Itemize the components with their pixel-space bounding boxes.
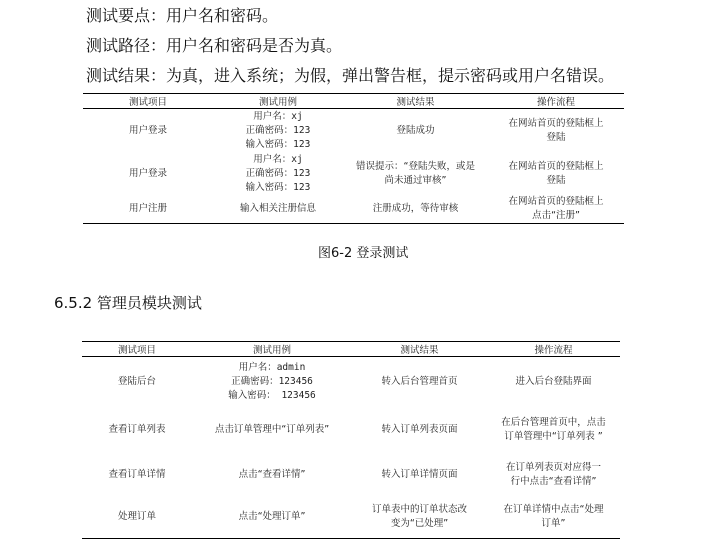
flow-line: 订单” (541, 518, 566, 530)
test-case-line: 点击订单管理中“订单列表” (214, 423, 330, 435)
login-test-table (83, 93, 624, 224)
test-result-line: 转入后台管理首页 (381, 375, 458, 387)
table-row (82, 497, 620, 539)
column-header: 测试用例 (252, 345, 291, 356)
test-case-line: 用户名：admin (238, 361, 306, 373)
table-caption: 图6-2 登录测试 (318, 246, 409, 261)
flow-line: 进入后台登陆界面 (515, 375, 592, 387)
test-item-cell: 查看订单列表 (108, 423, 166, 435)
table-row (82, 453, 620, 497)
test-result-line: 注册成功，等待审核 (372, 202, 459, 214)
test-result-line: 转入订单详情页面 (381, 468, 458, 480)
column-header: 测试项目 (128, 97, 167, 108)
test-point-line: 测试要点：用户名和密码。 (86, 6, 279, 25)
column-header: 测试结果 (400, 345, 439, 356)
test-result-line: 转入订单列表页面 (381, 423, 458, 435)
table-row (83, 195, 624, 224)
test-result-cell (343, 153, 488, 195)
test-case-line: 输入相关注册信息 (239, 202, 316, 214)
flow-cell (487, 497, 620, 539)
test-case-cell (192, 407, 352, 453)
test-item-cell: 用户注册 (128, 202, 167, 214)
flow-line: 在网站首页的登陆框上 (508, 160, 604, 172)
test-case-line: 正确密码：123456 (231, 375, 313, 387)
flow-line: 在网站首页的登陆框上 (508, 195, 604, 207)
column-header: 测试用例 (258, 97, 297, 108)
flow-cell (487, 453, 620, 497)
test-case-line: 输入密码：123 (245, 181, 311, 193)
column-header: 操作流程 (534, 345, 573, 356)
flow-line: 在订单详情中点击“处理 (503, 504, 604, 516)
column-header: 操作流程 (536, 97, 575, 108)
flow-line: 在订单列表页对应得一 (505, 461, 601, 473)
test-case-cell (192, 453, 352, 497)
test-case-line: 输入密码：123 (245, 138, 311, 150)
flow-cell (487, 407, 620, 453)
test-item-cell: 用户登录 (128, 124, 167, 136)
test-case-line: 输入密码： 123456 (228, 389, 316, 401)
table-row (83, 153, 624, 195)
flow-line: 订单管理中“订单列表 ” (504, 430, 603, 442)
table-row (82, 407, 620, 453)
test-case-line: 正确密码：123 (245, 124, 311, 136)
test-item-cell: 查看订单详情 (108, 468, 166, 480)
test-case-cell (213, 109, 343, 153)
test-item-cell: 处理订单 (117, 511, 156, 523)
test-path-line: 测试路径：用户名和密码是否为真。 (86, 36, 343, 55)
flow-cell (488, 109, 624, 153)
flow-line: 点击“注册” (532, 209, 580, 221)
flow-line: 在网站首页的登陆框上 (508, 117, 604, 129)
test-result-cell (352, 497, 487, 539)
flow-cell (488, 195, 624, 224)
flow-line: 登陆 (546, 131, 566, 143)
test-result-cell (352, 407, 487, 453)
table-header-row (83, 94, 624, 109)
test-case-cell (192, 357, 352, 407)
test-result-line: 测试结果：为真，进入系统；为假，弹出警告框，提示密码或用户名错误。 (86, 66, 615, 85)
test-result-line: 尚未通过审核” (384, 174, 447, 186)
test-result-cell (352, 357, 487, 407)
test-case-line: 点击“处理订单” (238, 511, 306, 523)
test-case-line: 正确密码：123 (245, 167, 311, 179)
test-result-cell (343, 195, 488, 224)
table-header-row (82, 342, 620, 357)
admin-module-test-table (82, 341, 620, 539)
test-result-cell (343, 109, 488, 153)
test-case-line: 用户名：xj (253, 110, 303, 122)
column-header: 测试结果 (396, 97, 435, 108)
column-header: 测试项目 (117, 345, 156, 356)
test-case-cell (213, 153, 343, 195)
table-row (83, 109, 624, 153)
table-row (82, 357, 620, 407)
section-heading: 6.5.2 管理员模块测试 (54, 294, 202, 312)
test-case-line: 用户名：xj (253, 153, 303, 165)
test-result-cell (352, 453, 487, 497)
flow-cell (487, 357, 620, 407)
test-case-line: 点击“查看详情” (238, 468, 306, 480)
flow-line: 在后台管理首页中，点击 (501, 416, 606, 428)
flow-line: 登陆 (546, 174, 566, 186)
test-result-line: 变为“已处理” (390, 518, 449, 530)
test-case-cell (213, 195, 343, 224)
test-result-line: 错误提示：“登陆失败，或是 (356, 160, 475, 172)
test-item-cell: 用户登录 (128, 167, 167, 179)
test-item-cell: 登陆后台 (117, 375, 156, 387)
test-result-line: 订单表中的订单状态改 (371, 504, 467, 516)
test-case-cell (192, 497, 352, 539)
flow-line: 行中点击“查看详情” (510, 475, 597, 487)
test-result-line: 登陆成功 (396, 124, 435, 136)
flow-cell (488, 153, 624, 195)
